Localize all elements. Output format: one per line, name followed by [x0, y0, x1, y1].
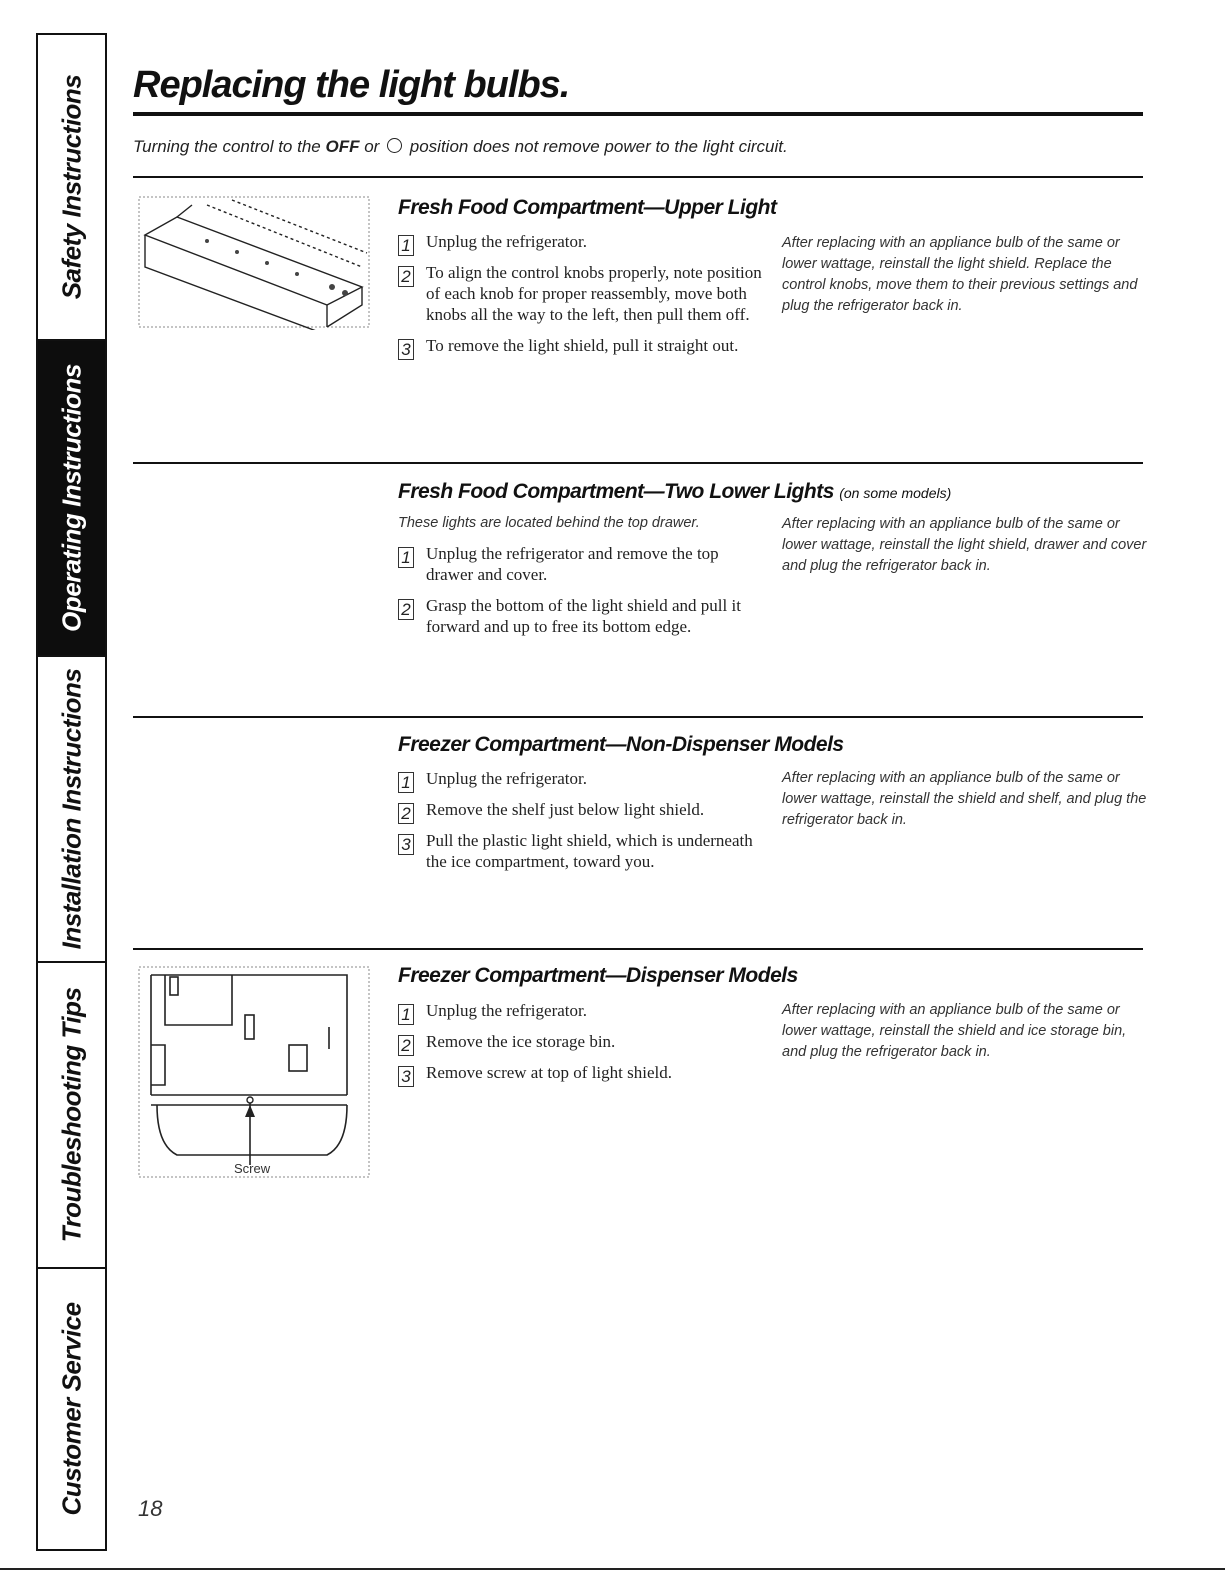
- step-item: [398, 1000, 768, 1024]
- section-note: After replacing with an appliance bulb of the same or lower wattage, reinstall the light shield. Replace the control knobs, move them to their previous settings and plug the refrigerator back in.: [782, 235, 1138, 314]
- section-divider: [133, 948, 1143, 950]
- steps-list: [398, 768, 768, 882]
- intro-text-middle: or: [359, 137, 385, 156]
- step-text: Unplug the refrigerator.: [426, 1001, 587, 1020]
- step-number: 2: [398, 1035, 414, 1056]
- tab-installation-instructions[interactable]: [38, 657, 105, 963]
- step-item: [398, 768, 768, 792]
- side-tab-column: [36, 33, 107, 1551]
- tab-label: Operating Instructions: [56, 364, 86, 632]
- section-title: Fresh Food Compartment—Upper Light: [398, 196, 777, 219]
- tab-label: Safety Instructions: [56, 74, 86, 300]
- step-number: 2: [398, 599, 414, 620]
- section-note: After replacing with an appliance bulb of the same or lower wattage, reinstall the light shield, drawer and cover and plug the refrigerator back in.: [782, 516, 1147, 574]
- section-note: After replacing with an appliance bulb of the same or lower wattage, reinstall the shield and ice storage bin, and plug the refrigerator back in.: [782, 1002, 1127, 1060]
- step-number: 1: [398, 547, 414, 568]
- step-number: 2: [398, 803, 414, 824]
- steps-list: [398, 1000, 768, 1093]
- tab-operating-instructions[interactable]: [38, 341, 105, 657]
- section-divider: [133, 176, 1143, 178]
- step-item: [398, 335, 768, 359]
- step-text: Unplug the refrigerator.: [426, 769, 587, 788]
- intro-text-before: Turning the control to the: [133, 137, 326, 156]
- step-number: 2: [398, 266, 414, 287]
- step-number: 1: [398, 235, 414, 256]
- step-text: To align the control knobs properly, note position of each knob for proper reassembly, move both knobs all the way to the left, then pull them off.: [426, 263, 762, 324]
- tab-label: Troubleshooting Tips: [56, 987, 86, 1243]
- intro-text-after: position does not remove power to the light circuit.: [405, 137, 788, 156]
- steps-list: [398, 515, 768, 647]
- section-title: Freezer Compartment—Dispenser Models: [398, 964, 798, 987]
- tab-troubleshooting-tips[interactable]: [38, 963, 105, 1269]
- step-number: 3: [398, 834, 414, 855]
- section-divider: [133, 716, 1143, 718]
- step-item: [398, 1031, 768, 1055]
- dispenser-light-shield-illustration: [137, 965, 372, 1180]
- step-text: Remove the shelf just below light shield.: [426, 800, 705, 819]
- section-title-qualifier: (on some models): [839, 485, 952, 501]
- step-number: 1: [398, 772, 414, 793]
- intro-note: [133, 137, 788, 157]
- step-item: [398, 830, 768, 872]
- intro-off-label: OFF: [325, 137, 360, 156]
- bottom-edge-line: [0, 1568, 1225, 1570]
- step-number: 3: [398, 1066, 414, 1087]
- tab-label: Customer Service: [56, 1302, 86, 1516]
- tab-label: Installation Instructions: [56, 668, 86, 950]
- step-text: Unplug the refrigerator.: [426, 232, 587, 251]
- page-number: 18: [138, 1496, 163, 1521]
- steps-list: [398, 231, 768, 366]
- screw-label: Screw: [234, 1161, 271, 1176]
- step-text: Remove the ice storage bin.: [426, 1032, 616, 1051]
- step-text: To remove the light shield, pull it straight out.: [426, 336, 739, 355]
- step-number: 3: [398, 339, 414, 360]
- section-title: [398, 480, 951, 504]
- step-number: 1: [398, 1004, 414, 1025]
- step-item: [398, 543, 768, 585]
- step-item: [398, 595, 768, 637]
- step-item: [398, 799, 768, 823]
- tab-safety-instructions[interactable]: [38, 35, 105, 341]
- step-text: Remove screw at top of light shield.: [426, 1063, 672, 1082]
- upper-light-shield-illustration: [137, 195, 372, 330]
- circle-symbol-icon: [387, 138, 402, 153]
- step-text: Pull the plastic light shield, which is underneath the ice compartment, toward you.: [426, 831, 753, 871]
- section-divider: [133, 462, 1143, 464]
- page-title: Replacing the light bulbs.: [133, 64, 570, 106]
- section-note: After replacing with an appliance bulb of the same or lower wattage, reinstall the shield and shelf, and plug the refrigerator back in.: [782, 770, 1147, 828]
- step-text: Unplug the refrigerator and remove the top drawer and cover.: [426, 544, 719, 584]
- section-title-text: Fresh Food Compartment—Two Lower Lights: [398, 480, 834, 503]
- title-rule: [133, 112, 1143, 116]
- step-item: [398, 262, 768, 325]
- step-item: [398, 1062, 768, 1086]
- step-text: Grasp the bottom of the light shield and pull it forward and up to free its bottom edge.: [426, 596, 741, 636]
- section-preface: These lights are located behind the top drawer.: [398, 515, 700, 531]
- section-title: Freezer Compartment—Non-Dispenser Models: [398, 733, 844, 756]
- tab-customer-service[interactable]: [38, 1269, 105, 1549]
- step-item: [398, 231, 768, 255]
